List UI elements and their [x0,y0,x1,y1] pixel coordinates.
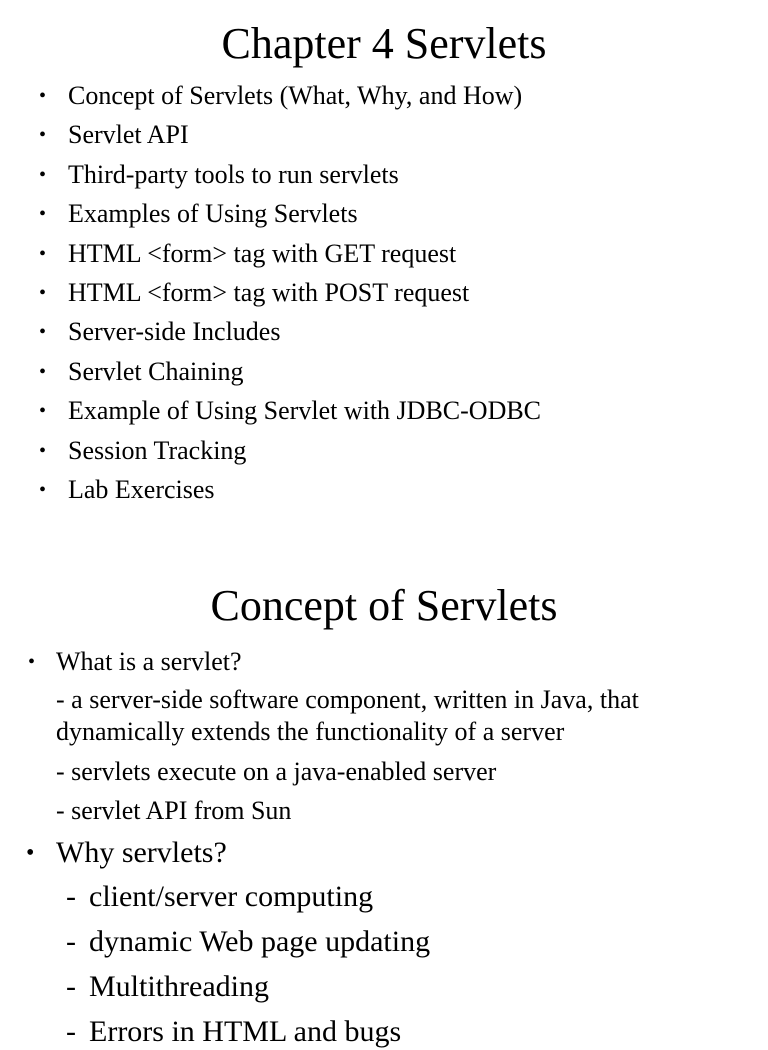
bullet-icon: • [39,439,47,462]
what-detail-definition: - a server-side software component, written in Java, that dynamically extends the functionality of a server [56,685,639,746]
list-item-text: Concept of Servlets (What, Why, and How) [68,81,523,110]
list-item-text: HTML <form> tag with POST request [68,277,470,307]
list-item-text: Session Tracking [68,435,247,465]
why-reason-text: Multithreading [89,970,269,1003]
bullet-icon: • [26,840,35,866]
what-detail-execution: - servlets execute on a java-enabled server [56,757,497,786]
bullet-icon: • [39,124,47,147]
list-item-text: Examples of Using Servlets [68,199,358,229]
list-item-text: Lab Exercises [68,474,215,504]
why-reason-text: Errors in HTML and bugs [89,1015,402,1048]
bullet-icon: • [39,321,47,344]
bullet-icon: • [28,651,36,673]
list-item-text: Servlet API [68,120,189,150]
bullet-icon: • [39,281,47,304]
list-item-text: Third-party tools to run servlets [68,159,399,189]
what-question-text: What is a servlet? [56,647,242,676]
bullet-icon: • [39,163,47,186]
why-reason-text: dynamic Web page updating [89,925,431,958]
bullet-icon: • [39,85,47,107]
bullet-icon: • [39,478,47,501]
bullet-icon: • [39,400,47,423]
bullet-icon: • [39,203,47,226]
list-item-text: Server-side Includes [68,317,281,347]
dash-icon: - [66,970,76,1003]
what-detail-api: - servlet API from Sun [56,796,292,825]
dash-icon: - [66,1015,76,1048]
slide-concept-of-servlets [0,560,768,1048]
dash-icon: - [66,925,76,958]
slide-title: Chapter 4 Servlets [221,19,547,68]
why-reason-text: client/server computing [89,880,374,913]
list-item-text: Example of Using Servlet with JDBC-ODBC [68,396,542,426]
dash-icon: - [66,880,76,913]
why-question-text: Why servlets? [56,836,227,869]
bullet-icon: • [39,360,47,383]
list-item-text: HTML <form> tag with GET request [68,238,457,268]
list-item-text: Servlet Chaining [68,356,244,386]
slide-title: Concept of Servlets [210,581,558,630]
bullet-icon: • [39,242,47,265]
